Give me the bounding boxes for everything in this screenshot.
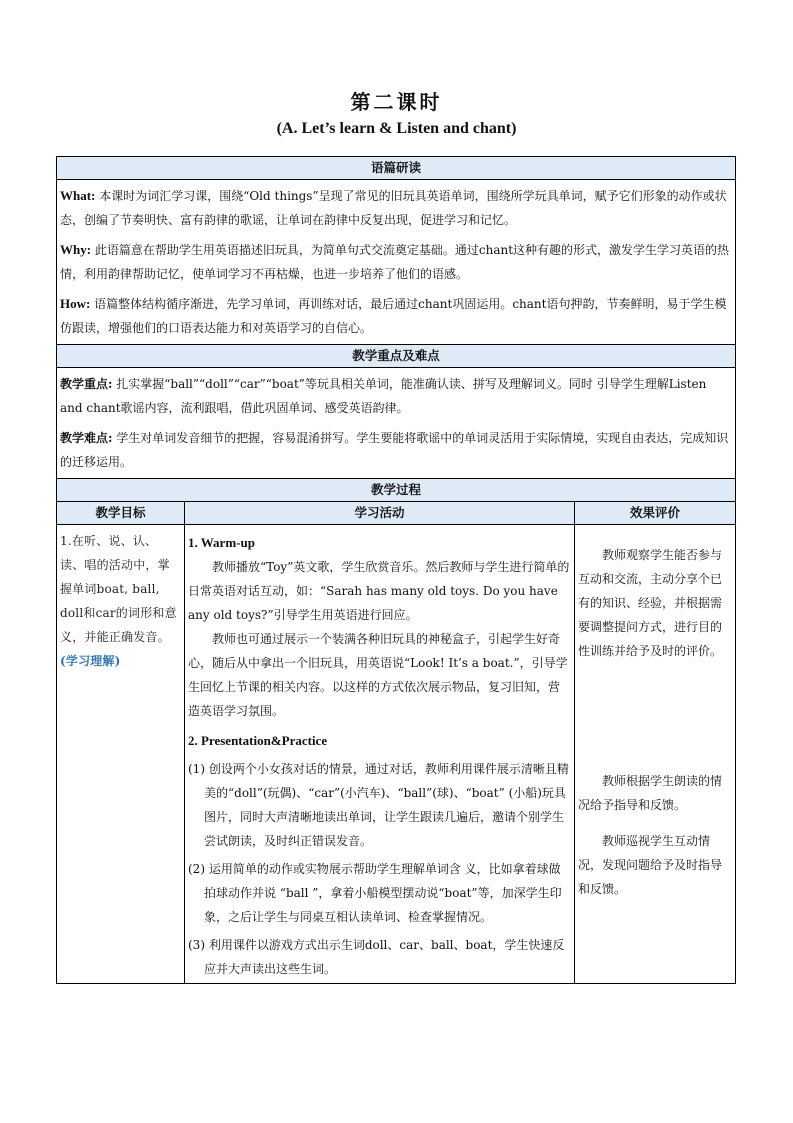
how-text: 语篇整体结构循序渐进，先学习单词，再训练对话，最后通过chant巩固运用。chant语句押韵，节奏鲜明，易于学生模仿跟读，增强他们的口语表达能力和对英语学习的自信心。: [60, 297, 727, 335]
difficult-text: 学生对单词发音细节的把握，容易混淆拼写。学生要能将歌谣中的单词灵活用于实际情境，实现自由表达，完成知识的迁移运用。: [60, 431, 729, 469]
key-paragraph: [60, 372, 732, 420]
goal-paragraph: [60, 529, 181, 673]
process-header: 教学过程: [57, 479, 736, 502]
column-header-evaluation: 效果评价: [575, 502, 736, 525]
step1-paragraph-2: 教师也可通过展示一个装满各种旧玩具的神秘盒子，引起学生好奇心，随后从中拿出一个旧玩具，用英语说“Look! It’s a boat.”，引导学生回忆上节课的相关内容。以这样的方式依次展示物品，复习旧知，营造英语学习氛围。: [188, 632, 568, 718]
column-header-goal: 教学目标: [57, 502, 185, 525]
column-header-activity: 学习活动: [185, 502, 575, 525]
text-study-cell: [57, 180, 736, 345]
step2-item-3: (3) 利用课件以游戏方式出示生词doll、car、ball、boat，学生快速反应并大声读出这些生词。: [188, 938, 565, 976]
key-text: 扎实掌握“ball”“doll”“car”“boat”等玩具相关单词，能准确认读、拼写及理解词义。同时 引导学生理解Listen and chant歌谣内容，流利跟唱，借此巩固单词、感受英语韵律。: [60, 377, 707, 415]
page-title: 第二课时: [350, 90, 443, 114]
what-label: What:: [60, 188, 96, 203]
evaluation-cell: [575, 525, 736, 984]
text-study-header: 语篇研读: [57, 157, 736, 180]
step1-title: 1. Warm-up: [188, 535, 255, 550]
goal-cell: [57, 525, 185, 984]
page-subtitle: (A. Let’s learn & Listen and chant): [276, 120, 517, 137]
step2-item-1: (1) 创设两个小女孩对话的情景，通过对话，教师利用课件展示清晰且精美的“doll”(玩偶)、“car”(小汽车)、“ball”(球)、“boat” (小船)玩具图片，同时大声清晰地读出单词，让学生跟读几遍后，邀请个别学生尝试朗读，及时纠正错误发音。: [188, 762, 569, 848]
lesson-plan-table: [56, 156, 736, 984]
how-paragraph: [60, 292, 732, 340]
evaluation-3: 教师巡视学生互动情况，发现问题给予及时指导和反馈。: [578, 834, 723, 896]
why-paragraph: [60, 238, 732, 286]
step1-paragraph-1: 教师播放“Toy”英文歌，学生欣赏音乐。然后教师与学生进行简单的日常英语对话互动，如：“Sarah has many old toys. Do you have any old toys?”引导学生用英语进行回应。: [188, 560, 570, 622]
difficult-paragraph: [60, 426, 732, 474]
how-label: How:: [60, 296, 91, 311]
what-paragraph: [60, 184, 732, 232]
difficult-label: 教学难点:: [60, 431, 113, 445]
key-points-header: 教学重点及难点: [57, 345, 736, 368]
step2-item-2: (2) 运用简单的动作或实物展示帮助学生理解单词含 义，比如拿着球做拍球动作并说 “ball ”，拿着小船模型摆动说“boat”等，加深学生印象，之后让学生与同桌互相认读单词、检查掌握情况。: [188, 862, 562, 924]
key-points-cell: [57, 368, 736, 479]
why-text: 此语篇意在帮助学生用英语描述旧玩具，为简单句式交流奠定基础。通过chant这种有趣的形式，激发学生学习英语的热情，利用韵律帮助记忆，使单词学习不再枯燥，也进一步培养了他们的语感。: [60, 243, 730, 281]
evaluation-1: 教师观察学生能否参与互动和交流，主动分享个已有的知识、经验，并根据需要调整提问方式，进行目的性训练并给予及时的评价。: [578, 548, 723, 658]
what-text: 本课时为词汇学习课，围绕“Old things”呈现了常见的旧玩具英语单词，围绕所学玩具单词，赋予它们形象的动作或状态，创编了节奏明快、富有韵律的歌谣，让单词在韵律中反复出现，促进学习和记忆。: [60, 189, 727, 227]
step2-title: 2. Presentation&Practice: [188, 733, 328, 748]
why-label: Why:: [60, 242, 92, 257]
goal-tag: (学习理解): [60, 654, 121, 668]
activity-cell: [185, 525, 575, 984]
evaluation-2: 教师根据学生朗读的情况给予指导和反馈。: [578, 774, 723, 812]
goal-text: 1.在听、说、认、读、唱的活动中，掌握单词boat, ball, doll和car的词形和意义，并能正确发音。: [60, 534, 177, 644]
key-label: 教学重点:: [60, 377, 113, 391]
